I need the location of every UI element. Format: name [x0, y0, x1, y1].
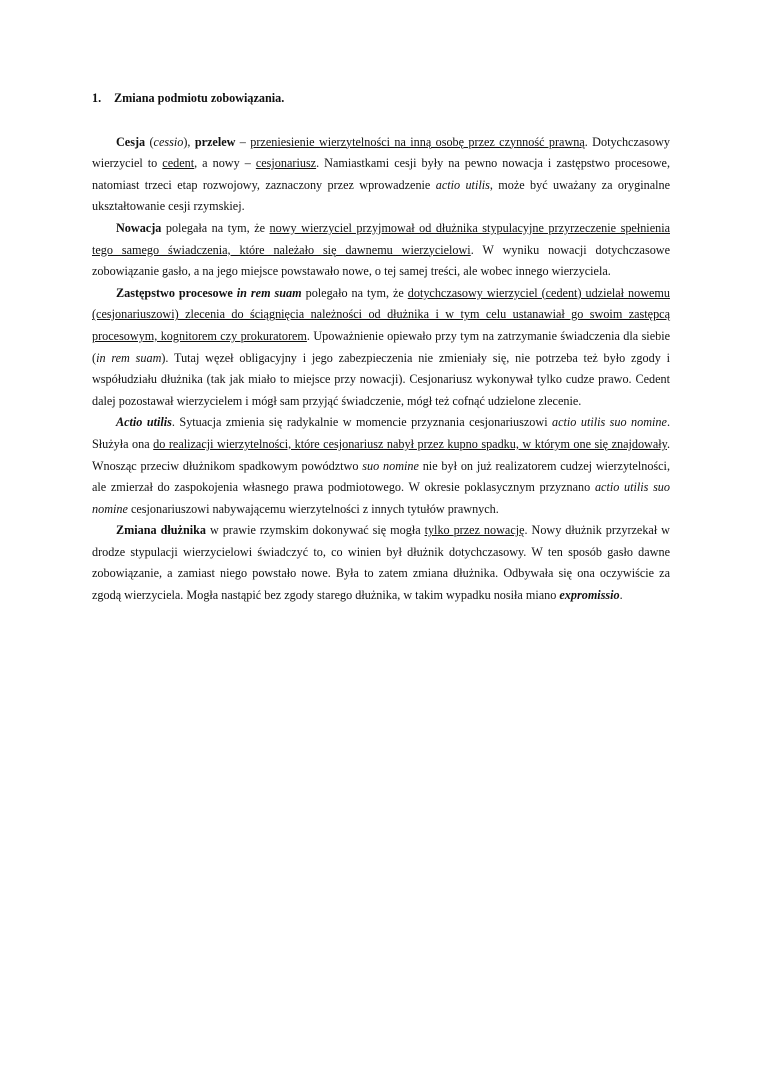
paragraph-text-span: in rem suam — [236, 285, 302, 300]
paragraph-actio-utilis — [92, 412, 670, 520]
paragraph-text-span: . Służyła ona — [92, 415, 670, 451]
paragraph-text-span: . Nowy dłużnik przyrzekał w drodze stypulacji wierzycielowi świadczyć to, co winien był dłużnik dotychczasowy. W ten sposób gasło dawne zobowiązanie, a zamiast niego powstało nowe. Była to zatem zmiana dłużnika. Odbywała się ona oczywiście za zgodą wierzyciela. Mogła nastąpić bez zgody starego dłużnika, w takim wypadku nosiła miano — [92, 523, 670, 603]
paragraph-text-span: suo nomine — [362, 458, 419, 473]
paragraph-text-span: przelew — [194, 134, 236, 149]
paragraph-text-span: tylko przez nowację — [424, 523, 525, 538]
paragraph-text-span: polegało na tym, że — [301, 285, 408, 300]
paragraph-text-span: nowy wierzyciel przyjmował od dłużnika stypulacyjne przyrzeczenie spełnienia tego samego świadczenia, które należało się dawnemu wierzycielowi — [92, 220, 670, 257]
paragraph-text-span: expromissio — [559, 588, 620, 603]
paragraph-text-span: cesjonariusz — [255, 156, 317, 171]
paragraph-text-span: w prawie rzymskim dokonywać się mogła — [205, 523, 425, 538]
paragraph-text-span: Nowacja — [116, 220, 162, 235]
paragraph-nowacja — [92, 218, 670, 283]
paragraph-text-span: actio utilis — [435, 177, 490, 192]
paragraph-text-span: . — [619, 588, 623, 603]
paragraph-text-span: , może być uważany za oryginalne ukształtowanie cesji rzymskiej. — [92, 177, 670, 214]
paragraph-cesja — [92, 132, 670, 218]
paragraph-text-span: ). Tutaj węzeł obligacyjny i jego zabezpieczenia nie zmieniały się, nie potrzeba też było zgody i współudziału dłużnika (tak jak miało to miejsce przy nowacji). Cesjonariusz wykonywał tylko cudze prawo. Cedent dalej pozostawał wierzycielem i mógł sam przyjąć świadczenie, mógł też cofnąć udzielone zlecenie. — [92, 350, 670, 408]
paragraph-text-span: . Sytuacja zmienia się radykalnie w momencie przyznania cesjonariuszowi — [171, 415, 553, 430]
paragraph-text-span: Zastępstwo procesowe — [116, 285, 237, 300]
paragraph-text-span: nie był on już realizatorem cudzej wierzytelności, ale zmierzał do zaspokojenia własnego prawa podmiotowego. W okresie poklasycznym przyznano — [92, 458, 670, 495]
paragraph-text-span: in rem suam — [96, 350, 162, 365]
section-heading — [92, 88, 670, 110]
paragraph-text-span: Actio utilis — [116, 415, 172, 430]
paragraph-text-span: Cesja — [116, 134, 146, 149]
section-title: Zmiana podmiotu zobowiązania. — [114, 91, 285, 105]
paragraph-text-span: cedent — [162, 156, 195, 171]
document-page — [92, 88, 670, 607]
paragraph-text-span: cesjonariuszowi nabywającemu wierzytelności z innych tytułów prawnych. — [127, 501, 499, 516]
paragraph-text-span: . W wyniku nowacji dotychczasowe zobowiązanie gasło, a na jego miejsce powstawało nowe, o tej samej treści, ale wobec innego wierzyciela. — [92, 242, 670, 279]
paragraph-text-span: do realizacji wierzytelności, które cesjonariusz nabył przez kupno spadku, w którym one się znajdowały — [153, 436, 667, 451]
paragraph-text-span: . Wnosząc przeciw dłużnikom spadkowym powództwo — [92, 436, 670, 473]
paragraph-text-span: przeniesienie wierzytelności na inną osobę przez czynność prawną — [250, 134, 585, 149]
paragraph-text-span: , a nowy – — [194, 156, 256, 171]
section-number: 1. — [92, 91, 102, 105]
paragraph-text-span: polegała na tym, że — [161, 220, 270, 235]
paragraph-text-span: Zmiana dłużnika — [116, 523, 206, 538]
paragraph-text-span: . Namiastkami cesji były na pewno nowacja i zastępstwo procesowe, natomiast trzeci etap rozwojowy, zaznaczony przez wprowadzenie — [92, 156, 671, 192]
paragraph-text-span: – — [235, 134, 251, 149]
paragraph-text-span: ), — [183, 134, 195, 149]
paragraph-text-span: dotychczasowy wierzyciel (cedent) udzielał nowemu (cesjonariuszowi) zlecenia do ściągnięcia należności od dłużnika i w tym celu ustanawiał go swoim zastępcą procesowym, kognitorem czy prokuratorem — [92, 285, 670, 343]
paragraph-zmiana-dluznika — [92, 520, 670, 606]
paragraph-text-span: actio utilis suo nomine — [92, 480, 670, 516]
paragraph-text-span: . Upoważnienie opiewało przy tym na zatrzymanie świadczenia dla siebie ( — [92, 328, 670, 365]
paragraph-text-span: actio utilis suo nomine — [552, 415, 667, 430]
paragraph-text-span: cessio — [153, 134, 184, 149]
paragraph-text-span: . Dotychczasowy wierzyciel to — [92, 134, 671, 171]
paragraph-text-span: ( — [145, 134, 154, 149]
paragraph-zastepstwo-procesowe — [92, 283, 670, 413]
